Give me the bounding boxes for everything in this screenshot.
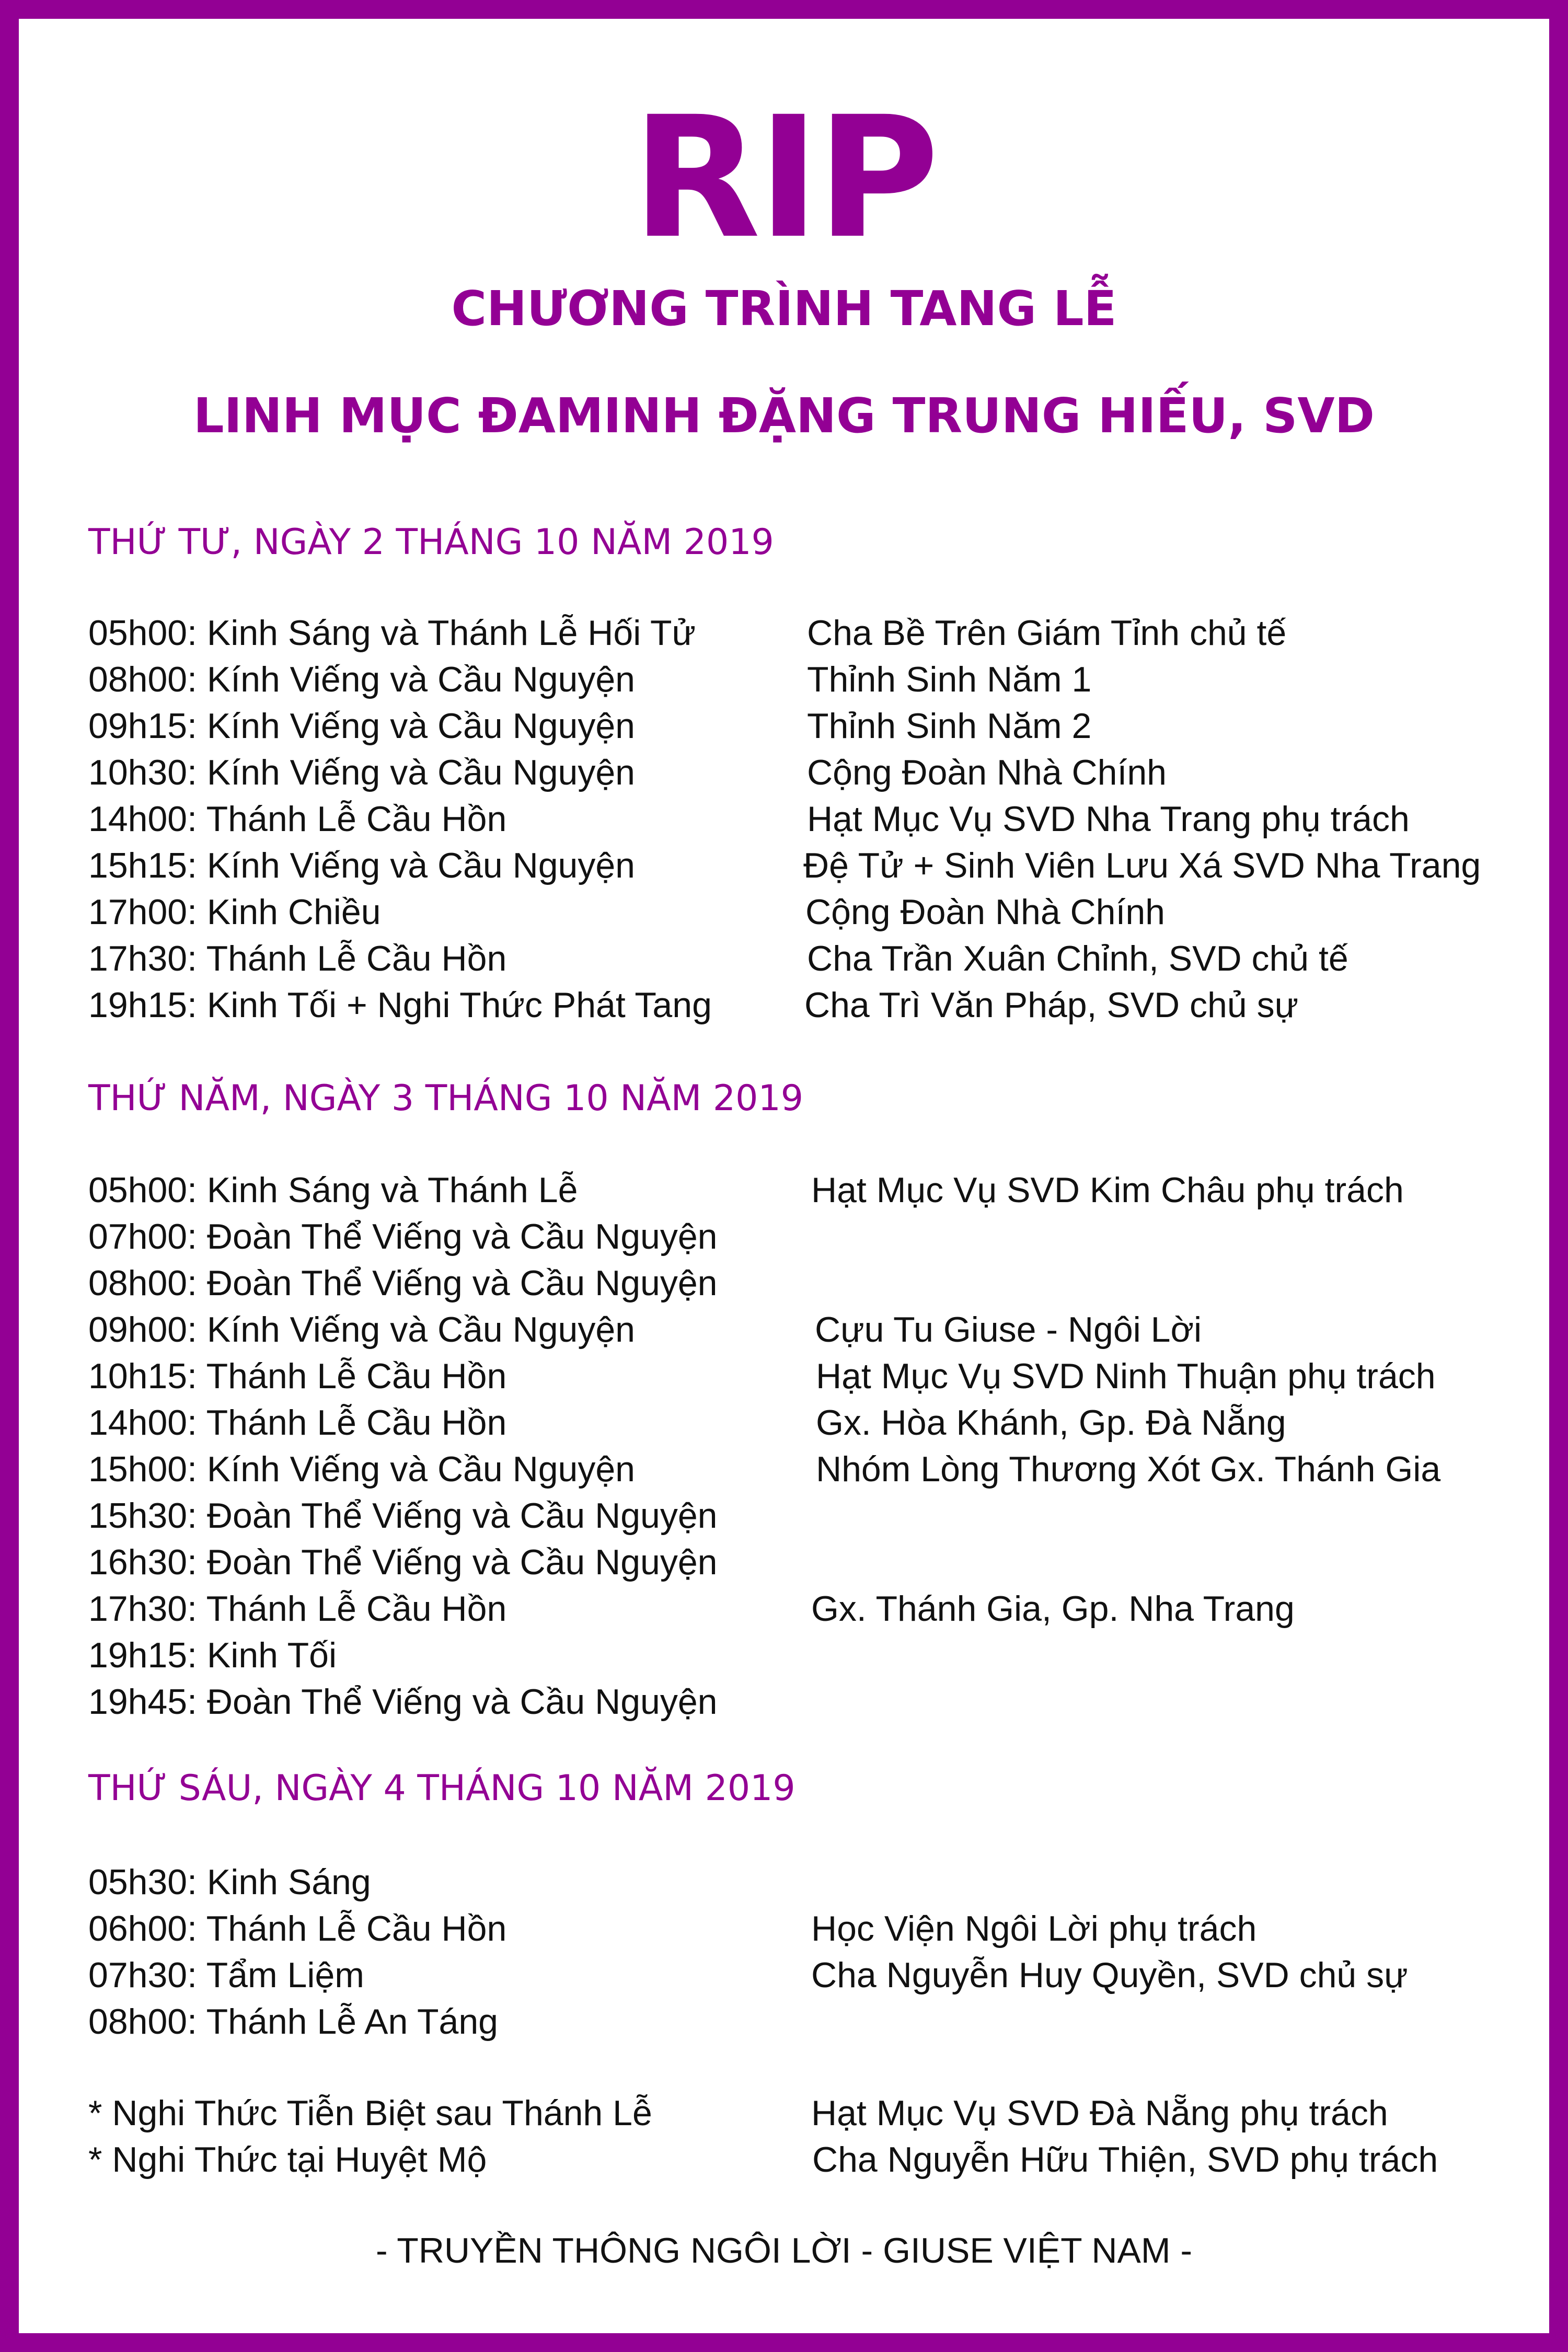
schedule-responsible: Cha Nguyễn Huy Quyền, SVD chủ sự [811,1955,1408,1995]
ceremony-note-responsible: Cha Nguyễn Hữu Thiện, SVD phụ trách [812,2140,1438,2180]
schedule-row [88,1679,1530,1725]
ceremony-note-responsible: Hạt Mục Vụ SVD Đà Nẵng phụ trách [811,2093,1388,2133]
schedule-responsible: Cựu Tu Giuse - Ngôi Lời [815,1310,1202,1350]
schedule-task: 19h15: Kinh Tối [88,1635,337,1675]
schedule-row [88,1260,1530,1307]
schedule-row [88,656,1530,703]
schedule-row [88,1446,1530,1493]
day-heading: THỨ SÁU, NGÀY 4 THÁNG 10 NĂM 2019 [88,1768,795,1809]
schedule-row [88,1493,1530,1539]
schedule-task: 19h45: Đoàn Thể Viếng và Cầu Nguyện [88,1682,718,1722]
day-heading: THỨ TƯ, NGÀY 2 THÁNG 10 NĂM 2019 [88,522,774,563]
schedule-task: 05h30: Kinh Sáng [88,1862,371,1902]
schedule-task: 09h00: Kính Viếng và Cầu Nguyện [88,1310,635,1350]
schedule-task: 14h00: Thánh Lễ Cầu Hồn [88,799,507,839]
schedule-task: 08h00: Đoàn Thể Viếng và Cầu Nguyện [88,1263,718,1303]
ceremony-note-row [88,2090,1530,2137]
schedule-task: 17h30: Thánh Lễ Cầu Hồn [88,1589,507,1629]
schedule-task: 17h00: Kinh Chiều [88,892,381,932]
ceremony-note: * Nghi Thức tại Huyệt Mộ [88,2140,487,2180]
schedule-task: 10h30: Kính Viếng và Cầu Nguyện [88,753,635,792]
rip-title: RIP [632,81,936,275]
schedule-row [88,750,1530,796]
schedule-responsible: Học Viện Ngôi Lời phụ trách [811,1909,1257,1949]
schedule-responsible: Cộng Đoàn Nhà Chính [805,892,1166,932]
schedule-task: 09h15: Kính Viếng và Cầu Nguyện [88,706,635,746]
schedule-task: 08h00: Thánh Lễ An Táng [88,2002,498,2042]
schedule-responsible: Gx. Thánh Gia, Gp. Nha Trang [811,1589,1295,1629]
ceremony-note: * Nghi Thức Tiễn Biệt sau Thánh Lễ [88,2093,652,2133]
schedule-row [88,889,1530,936]
schedule-row [88,1214,1530,1260]
schedule-responsible: Nhóm Lòng Thương Xót Gx. Thánh Gia [816,1449,1441,1489]
schedule-responsible: Hạt Mục Vụ SVD Nha Trang phụ trách [807,799,1410,839]
schedule-row [88,1632,1530,1679]
schedule-row [88,1906,1530,1952]
schedule-task: 06h00: Thánh Lễ Cầu Hồn [88,1909,507,1949]
schedule-task: 14h00: Thánh Lễ Cầu Hồn [88,1403,507,1443]
schedule-row [88,1307,1530,1353]
schedule-responsible: Cha Bề Trên Giám Tỉnh chủ tế [807,613,1287,653]
schedule-task: 17h30: Thánh Lễ Cầu Hồn [88,939,507,978]
schedule-row [88,1353,1530,1400]
schedule-row [88,1952,1530,1999]
schedule-task: 10h15: Thánh Lễ Cầu Hồn [88,1356,507,1396]
schedule-row [88,1859,1530,1906]
schedule-task: 08h00: Kính Viếng và Cầu Nguyện [88,660,635,699]
schedule-row [88,1999,1530,2045]
schedule-responsible: Thỉnh Sinh Năm 2 [807,706,1092,746]
day-heading: THỨ NĂM, NGÀY 3 THÁNG 10 NĂM 2019 [88,1078,803,1119]
schedule-task: 07h30: Tẩm Liệm [88,1955,364,1995]
schedule-responsible: Gx. Hòa Khánh, Gp. Đà Nẵng [816,1403,1286,1443]
schedule-responsible: Cha Trì Văn Pháp, SVD chủ sự [804,985,1299,1025]
schedule-row [88,936,1530,982]
ceremony-note-row [88,2137,1530,2183]
schedule-row [88,843,1530,889]
schedule-row [88,1586,1530,1632]
schedule-row [88,703,1530,750]
schedule-responsible: Thỉnh Sinh Năm 1 [807,660,1092,699]
schedule-task: 16h30: Đoàn Thể Viếng và Cầu Nguyện [88,1542,718,1582]
schedule-task: 05h00: Kinh Sáng và Thánh Lễ Hối Tử [88,613,696,653]
schedule-responsible: Cha Trần Xuân Chỉnh, SVD chủ tế [807,939,1348,978]
schedule-task: 05h00: Kinh Sáng và Thánh Lễ [88,1170,578,1210]
schedule-task: 15h00: Kính Viếng và Cầu Nguyện [88,1449,635,1489]
schedule-responsible: Đệ Tử + Sinh Viên Lưu Xá SVD Nha Trang [803,846,1481,885]
footer-credit: - TRUYỀN THÔNG NGÔI LỜI - GIUSE VIỆT NAM - [375,2231,1193,2270]
schedule-responsible: Cộng Đoàn Nhà Chính [807,753,1167,792]
schedule-row [88,610,1530,656]
schedule-row [88,1167,1530,1214]
schedule-task: 15h15: Kính Viếng và Cầu Nguyện [88,846,635,885]
schedule-responsible: Hạt Mục Vụ SVD Ninh Thuận phụ trách [816,1356,1436,1396]
program-heading: CHƯƠNG TRÌNH TANG LỄ [451,281,1117,337]
schedule-row [88,796,1530,843]
schedule-row [88,1400,1530,1446]
schedule-row [88,982,1530,1029]
schedule-task: 07h00: Đoàn Thể Viếng và Cầu Nguyện [88,1217,718,1256]
schedule-row [88,1539,1530,1586]
priest-name-heading: LINH MỤC ĐAMINH ĐẶNG TRUNG HIẾU, SVD [193,388,1375,444]
schedule-task: 15h30: Đoàn Thể Viếng và Cầu Nguyện [88,1496,718,1536]
schedule-task: 19h15: Kinh Tối + Nghi Thức Phát Tang [88,985,712,1025]
schedule-responsible: Hạt Mục Vụ SVD Kim Châu phụ trách [811,1170,1404,1210]
